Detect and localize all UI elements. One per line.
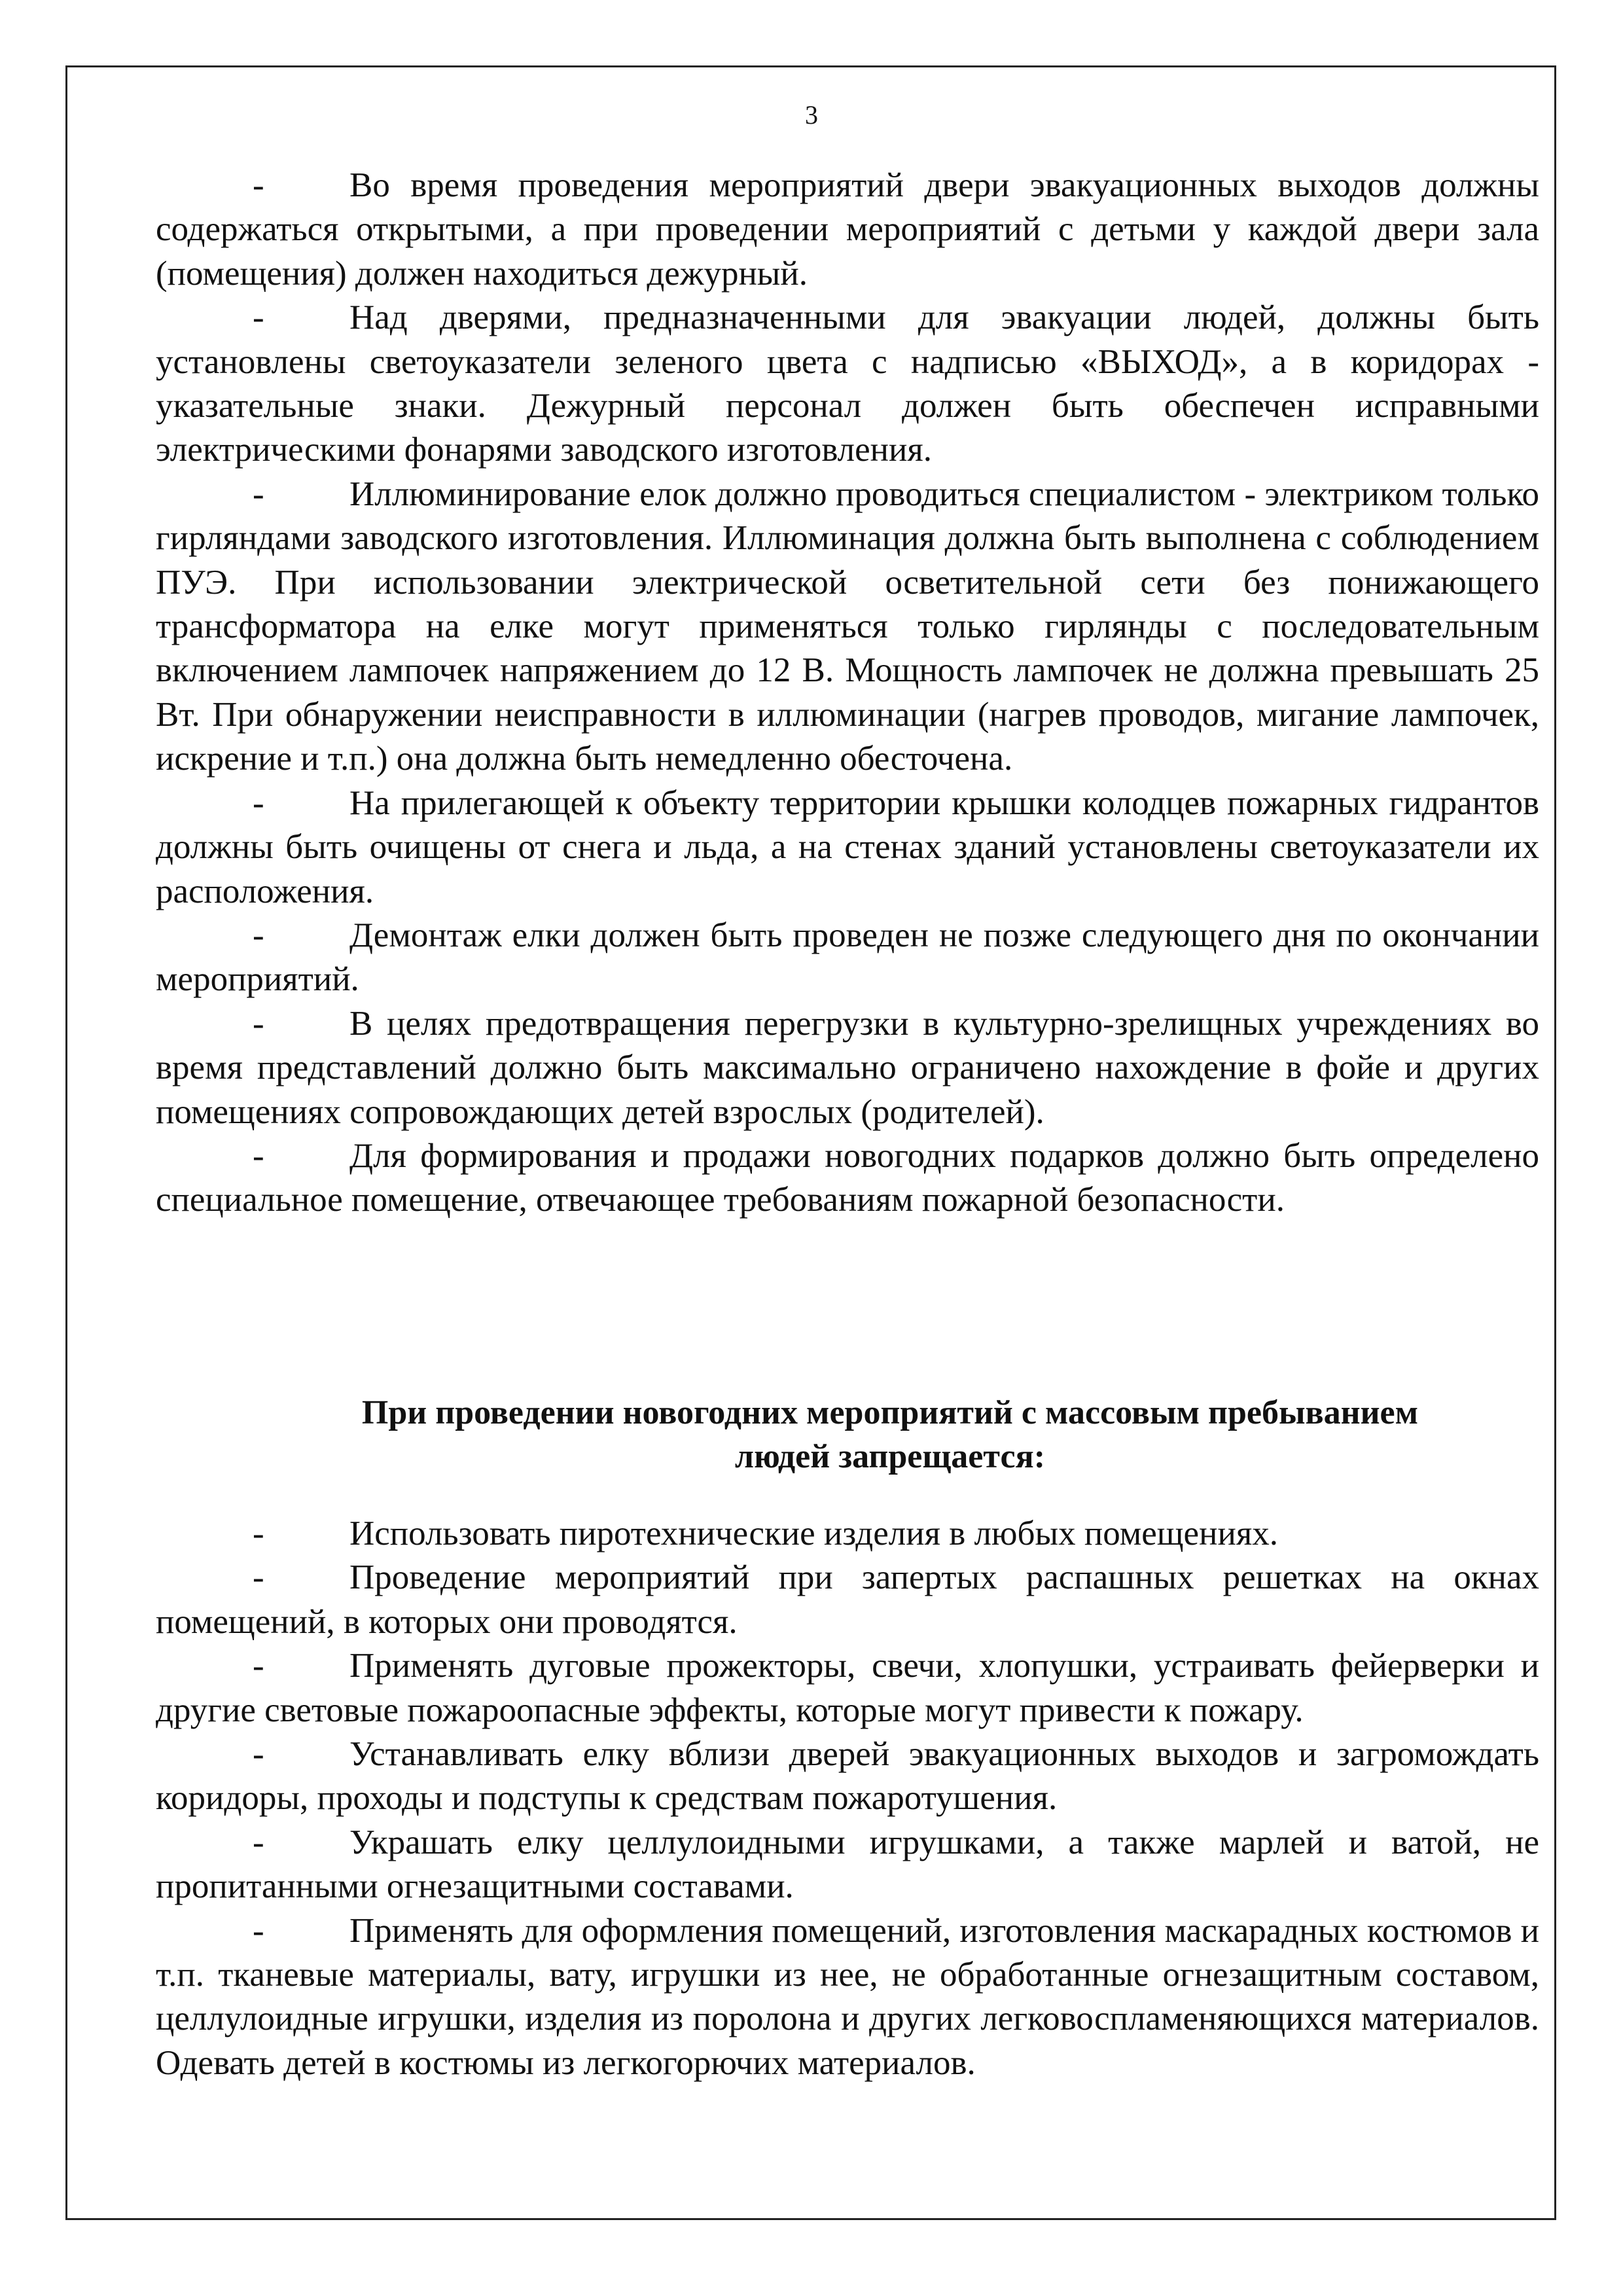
list-item-text: Использовать пиротехнические изделия в любых помещениях.	[349, 1515, 1278, 1552]
list-item	[156, 164, 1539, 296]
section-heading-line-1: При проведении новогодних мероприятий с массовым пребыванием	[361, 1394, 1419, 1431]
page-number: 3	[805, 100, 818, 130]
section-heading	[268, 1391, 1512, 1479]
list-item	[156, 1909, 1539, 2086]
list-item	[156, 473, 1539, 781]
section-heading-line-2: людей запрещается:	[734, 1438, 1046, 1475]
list-item-text: Демонтаж елки должен быть проведен не позже следующего дня по окончании мероприятий.	[156, 916, 1539, 999]
rules-list-top	[156, 164, 1539, 1223]
list-item	[156, 1134, 1539, 1223]
list-item-text: Применять дуговые прожекторы, свечи, хлопушки, устраивать фейерверки и другие световые пожароопасные эффекты, которые могут привести к пожару.	[156, 1647, 1539, 1729]
list-item	[156, 1002, 1539, 1134]
list-item	[156, 914, 1539, 1002]
list-item	[156, 1512, 1539, 1556]
list-bullet: -	[253, 1823, 264, 1861]
list-item-text: Иллюминирование елок должно проводиться специалистом - электриком только гирляндами заводского изготовления. Иллюминация должна быть выполнена с соблюдением ПУЭ. При использовании электрической осветительной сети без понижающего трансформатора на елке могут применяться только гирлянды с последовательным включением лампочек напряжением до 12 В. Мощность лампочек не должна превышать 25 Вт. При обнаружении неисправности в иллюминации (нагрев проводов, мигание лампочек, искрение и т.п.) она должна быть немедленно обесточена.	[156, 475, 1539, 778]
list-bullet: -	[253, 1558, 264, 1597]
list-bullet: -	[253, 1647, 264, 1685]
list-bullet: -	[253, 475, 264, 513]
list-item	[156, 1821, 1539, 1909]
list-bullet: -	[253, 916, 264, 954]
list-bullet: -	[253, 1136, 264, 1175]
list-item	[156, 296, 1539, 473]
list-item-text: Проведение мероприятий при запертых распашных решетках на окнах помещений, в которых они проводятся.	[156, 1558, 1539, 1641]
list-item-text: Украшать елку целлулоидными игрушками, а также марлей и ватой, не пропитанными огнезащитными составами.	[156, 1823, 1539, 1906]
list-item	[156, 1644, 1539, 1732]
list-bullet: -	[253, 1004, 264, 1043]
list-item	[156, 1556, 1539, 1644]
list-bullet: -	[253, 166, 264, 204]
list-item-text: Во время проведения мероприятий двери эвакуационных выходов должны содержаться открытыми, а при проведении мероприятий с детьми у каждой двери зала (помещения) должен находиться дежурный.	[156, 166, 1539, 293]
list-bullet: -	[253, 1735, 264, 1774]
list-item	[156, 1732, 1539, 1821]
list-item-text: Устанавливать елку вблизи дверей эвакуационных выходов и загромождать коридоры, проходы и подступы к средствам пожаротушения.	[156, 1735, 1539, 1818]
list-item-text: Для формирования и продажи новогодних подарков должно быть определено специальное помещение, отвечающее требованиям пожарной безопасности.	[156, 1136, 1539, 1219]
list-bullet: -	[253, 1911, 264, 1950]
list-bullet: -	[253, 1515, 264, 1552]
list-item-text: В целях предотвращения перегрузки в культурно-зрелищных учреждениях во время представлений должно быть максимально ограничено нахождение в фойе и других помещениях сопровождающих детей взрослых (родителей).	[156, 1004, 1539, 1131]
list-item-text: На прилегающей к объекту территории крышки колодцев пожарных гидрантов должны быть очищены от снега и льда, а на стенах зданий установлены светоуказатели их расположения.	[156, 783, 1539, 910]
list-item-text: Применять для оформления помещений, изготовления маскарадных костюмов и т.п. тканевые материалы, вату, игрушки из нее, не обработанные огнезащитным составом, целлулоидные игрушки, изделия из поролона и других легковоспламеняющихся материалов. Одевать детей в костюмы из легкогорючих материалов.	[156, 1911, 1539, 2082]
list-item	[156, 781, 1539, 914]
list-bullet: -	[253, 298, 264, 337]
list-bullet: -	[253, 783, 264, 822]
prohibitions-list	[156, 1512, 1539, 2085]
list-item-text: Над дверями, предназначенными для эвакуации людей, должны быть установлены светоуказатели зеленого цвета с надписью «ВЫХОД», а в коридорах - указательные знаки. Дежурный персонал должен быть обеспечен исправными электрическими фонарями заводского изготовления.	[156, 298, 1539, 469]
